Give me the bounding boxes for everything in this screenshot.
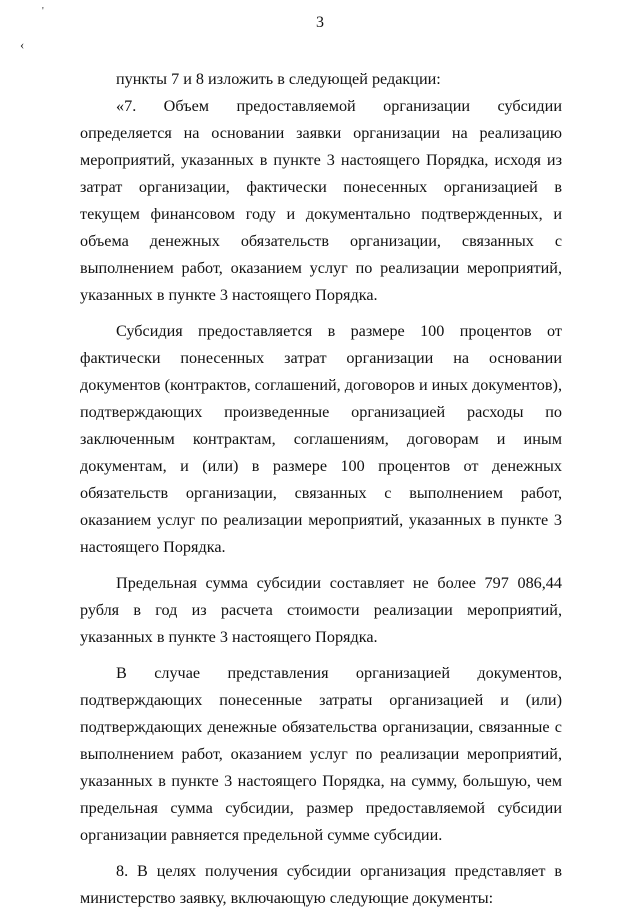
scan-artifact-mark: '	[42, 6, 44, 17]
paragraph-subsidy-rate: Субсидия предоставляется в размере 100 процентов от фактически понесенных затрат организации на основании документов (контрактов, соглашений, договоров и иных документов), подтверждающих произведенные организацией расходы по заключенным контрактам, соглашениям, договорам и иным документам, и (или) в размере 100 процентов от денежных обязательств организации, связанных с выполнением работ, оказанием услуг по реализации мероприятий, указанных в пункте 3 настоящего Порядка.	[80, 322, 562, 556]
paragraph-item-8: 8. В целях получения субсидии организация представляет в министерство заявку, включающую следующие документы:	[80, 862, 562, 907]
paragraph-item-7: «7. Объем предоставляемой организации субсидии определяется на основании заявки организации на реализацию мероприятий, указанных в пункте 3 настоящего Порядка, исходя из затрат организации, фактически понесенных организацией в текущем финансовом году и документально подтвержденных, и объема денежных обязательств организации, связанных с выполнением работ, оказанием услуг по реализации мероприятий, указанных в пункте 3 настоящего Порядка.	[80, 97, 562, 304]
paragraph-excess-case: В случае представления организацией документов, подтверждающих понесенные затраты организацией и (или) подтверждающих денежные обязательства организации, связанные с выполнением работ, оказанием услуг по реализации мероприятий, указанных в пункте 3 настоящего Порядка, на сумму, большую, чем предельная сумма субсидии, размер предоставляемой субсидии организации равняется предельной сумме субсидии.	[80, 664, 562, 844]
scan-artifact-mark: ‹	[20, 37, 25, 52]
paragraph-intro: пункты 7 и 8 изложить в следующей редакции:	[116, 70, 441, 88]
paragraph-subsidy-limit: Предельная сумма субсидии составляет не более 797 086,44 рубля в год из расчета стоимости реализации мероприятий, указанных в пункте 3 настоящего Порядка.	[80, 574, 562, 646]
document-body	[80, 66, 562, 912]
page-number: 3	[316, 14, 324, 31]
